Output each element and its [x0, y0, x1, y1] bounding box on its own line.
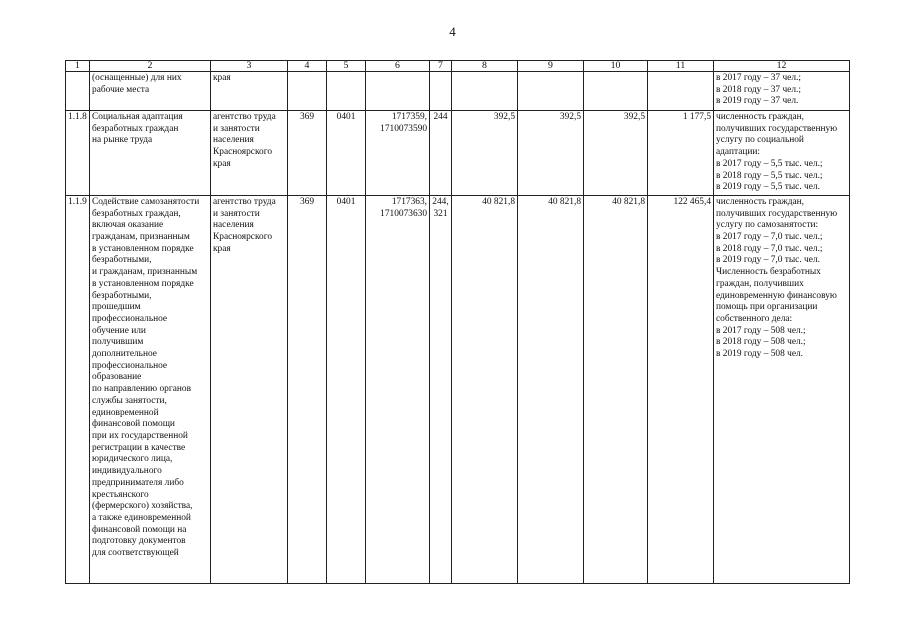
row-number-cell: [66, 72, 90, 111]
amount-2019-cell: [584, 72, 648, 111]
grbs-code-cell: 369: [288, 195, 327, 583]
column-header: 4: [288, 61, 327, 72]
expense-type-cell: 244: [430, 111, 452, 196]
amount-2019-cell: 392,5: [584, 111, 648, 196]
expense-type-cell: [430, 72, 452, 111]
column-header: 11: [648, 61, 714, 72]
budget-table: [65, 60, 850, 584]
column-header: 6: [366, 61, 430, 72]
responsible-cell: агентство труда и занятости населения Красноярского края: [211, 195, 288, 583]
section-code-cell: 0401: [327, 111, 366, 196]
column-header: 5: [327, 61, 366, 72]
amount-2018-cell: [518, 72, 584, 111]
target-item-cell: 1717359, 1710073590: [366, 111, 430, 196]
expected-result-cell: численность граждан, получивших государственную услугу по самозанятости: в 2017 году – 7,0 тыс. чел.; в 2018 году – 7,0 тыс. чел.; в 2019 году – 7,0 тыс. чел. Численность безработных граждан, получивших единовременную финансовую помощь при организации собственного дела: в 2017 году – 508 чел.; в 2018 году – 508 чел.; в 2019 году – 508 чел.: [714, 195, 850, 583]
amount-2017-cell: 40 821,8: [452, 195, 518, 583]
grbs-code-cell: [288, 72, 327, 111]
measure-name-cell: (оснащенные) для них рабочие места: [90, 72, 211, 111]
amount-2018-cell: 392,5: [518, 111, 584, 196]
column-header: 9: [518, 61, 584, 72]
page-number: 4: [449, 24, 456, 39]
grbs-code-cell: 369: [288, 111, 327, 196]
amount-2018-cell: 40 821,8: [518, 195, 584, 583]
column-header: 3: [211, 61, 288, 72]
amount-2017-cell: [452, 72, 518, 111]
row-number-cell: 1.1.8: [66, 111, 90, 196]
table-row: [66, 111, 850, 196]
column-header: 2: [90, 61, 211, 72]
amount-total-cell: 1 177,5: [648, 111, 714, 196]
column-header: 8: [452, 61, 518, 72]
target-item-cell: 1717363, 1710073630: [366, 195, 430, 583]
amount-total-cell: [648, 72, 714, 111]
expected-result-cell: численность граждан, получивших государственную услугу по социальной адаптации: в 2017 году – 5,5 тыс. чел.; в 2018 году – 5,5 тыс. чел.; в 2019 году – 5,5 тыс. чел.: [714, 111, 850, 196]
amount-2017-cell: 392,5: [452, 111, 518, 196]
amount-2019-cell: 40 821,8: [584, 195, 648, 583]
responsible-cell: края: [211, 72, 288, 111]
measure-name-cell: Содействие самозанятости безработных граждан, включая оказание гражданам, признанным в установленном порядке безработными, и гражданам, признанным в установленном порядке безработными, прошедшим профессиональное обучение или получившим дополнительное профессиональное образование по направлению органов службы занятости, единовременной финансовой помощи при их государственной регистрации в качестве юридического лица, индивидуального предпринимателя либо крестьянского (фермерского) хозяйства, а также единовременной финансовой помощи на подготовку документов для соответствующей: [90, 195, 211, 583]
section-code-cell: [327, 72, 366, 111]
row-number-cell: 1.1.9: [66, 195, 90, 583]
expected-result-cell: в 2017 году – 37 чел.; в 2018 году – 37 чел.; в 2019 году – 37 чел.: [714, 72, 850, 111]
responsible-cell: агентство труда и занятости населения Красноярского края: [211, 111, 288, 196]
amount-total-cell: 122 465,4: [648, 195, 714, 583]
expense-type-cell: 244, 321: [430, 195, 452, 583]
table-row: [66, 195, 850, 583]
section-code-cell: 0401: [327, 195, 366, 583]
target-item-cell: [366, 72, 430, 111]
column-header: 7: [430, 61, 452, 72]
column-header: 1: [66, 61, 90, 72]
measure-name-cell: Социальная адаптация безработных граждан на рынке труда: [90, 111, 211, 196]
column-header: 12: [714, 61, 850, 72]
column-header: 10: [584, 61, 648, 72]
table-header-row: [66, 61, 850, 72]
table-row: [66, 72, 850, 111]
